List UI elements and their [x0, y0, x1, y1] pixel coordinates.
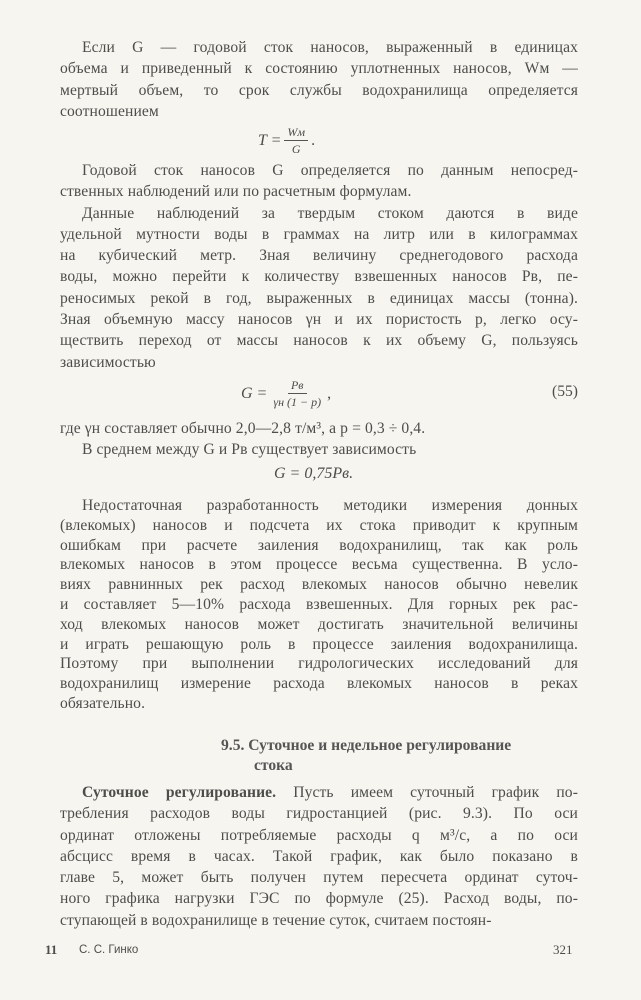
text-line: Суточное регулирование. Пусть имеем суточный график по- [82, 784, 578, 801]
text-line: и составляет 5—10% расхода взвешенных. Для горных рек рас- [60, 595, 578, 613]
text-line: В среднем между G и Pв существует зависимость [82, 441, 417, 459]
text-line: главе 5, может быть получен путем пересчета ординат суточ- [60, 869, 578, 887]
text-line: влекомых наносов в этом процессе весьма существенна. В усло- [60, 556, 578, 574]
formula-lhs: G = [241, 384, 268, 402]
text-line: ственных наблюдений или по расчетным формулам. [60, 183, 412, 201]
text-line: Недостаточная разработанность методики измерения донных [82, 497, 578, 514]
text-line: ного графика нагрузки ГЭС по формуле (25). Расход воды, по- [60, 890, 578, 908]
denominator: γн (1 − p) [273, 395, 322, 409]
section-number: 9.5. [221, 737, 245, 754]
formula-lhs: T = [258, 131, 282, 149]
run-in-heading: Суточное регулирование. [82, 784, 277, 801]
text-line: зависимостью [60, 353, 156, 371]
text-line: обязательно. [60, 694, 146, 712]
paragraph-3 [60, 418, 578, 461]
equation-number: (55) [552, 383, 578, 400]
paragraph-5 [60, 782, 578, 931]
text-line: воды, можно перейти к количеству взвешенных наносов Pв, пе- [60, 268, 578, 286]
paragraph-2 [60, 160, 578, 373]
text-line: ществить переход от массы наносов к их объему G, пользуясь [60, 332, 578, 350]
footer-signature: 11 [45, 942, 58, 957]
text-line: требления расходов воды гидростанцией (рис. 9.3). По оси [60, 805, 578, 823]
formula-55 [241, 378, 331, 409]
text-line: Поэтому при выполнении гидрологических исследований для [60, 655, 578, 673]
text-line: мертвый объем, то срок службы водохранилища определяется [60, 81, 578, 99]
text-line: ординат отложены потребляемые расходы q м³/с, а по оси [60, 826, 578, 844]
paragraph-4 [60, 496, 578, 714]
numerator: Wм [284, 125, 308, 141]
text-line: объема и приведенный к состоянию уплотненных наносов, Wм — [60, 60, 578, 78]
section-heading [221, 736, 511, 775]
text-line: ход влекомых наносов может достигать значительной величины [60, 615, 578, 633]
section-title-line2: стока [254, 756, 293, 774]
formula-service-life [258, 125, 315, 156]
text-line: реносимых рекой в год, выраженных в единицах массы (тонна). [60, 289, 578, 307]
numerator: Pв [288, 378, 307, 394]
text-line: Зная объемную массу наносов γн и их пористость p, легко осу- [60, 311, 578, 329]
text-line: где γн составляет обычно 2,0—2,8 т/м³, а p = 0,3 ÷ 0,4. [60, 420, 426, 437]
section-title-line1: Суточное и недельное регулирование [248, 737, 512, 754]
text-line: Годовой сток наносов G определяется по данным непосред- [82, 162, 578, 179]
fraction [284, 125, 308, 156]
formula-g-pv: G = 0,75Pв. [274, 465, 354, 482]
fraction [270, 378, 324, 409]
denominator: G [291, 142, 301, 156]
text-line: ошибкам при расчете заиления водохранилищ, так как роль [60, 536, 578, 554]
text-line: удельной мутности воды в граммах на литр или в килограммах [60, 225, 578, 243]
text-line: (влекомых) наносов и подсчета их стока приводит к крупным [60, 516, 578, 534]
text-line: виях равнинных рек расход влекомых наносов обычно невелик [60, 576, 578, 594]
footer-author: С. С. Гинко [79, 944, 139, 956]
text-line: на кубический метр. Зная величину среднегодового расхода [60, 247, 578, 265]
text-line: Если G — годовой сток наносов, выраженный в единицах [82, 39, 578, 56]
text-line: водохранилищ измерение расхода влекомых наносов в реках [60, 675, 578, 693]
text-line: и играть решающую роль в процессе заиления водохранилища. [60, 635, 578, 653]
paragraph-1 [60, 37, 578, 122]
text-line: ступающей в водохранилище в течение суток, считаем постоян- [60, 911, 492, 929]
formula-end: , [327, 384, 332, 402]
text-line: Данные наблюдений за твердым стоком даются в виде [82, 204, 578, 222]
text-line: соотношением [60, 102, 159, 120]
page-number: 321 [553, 942, 573, 957]
text-line: абсцисс время в часах. Такой график, как было показано в [60, 847, 578, 865]
formula-end: . [311, 131, 316, 149]
